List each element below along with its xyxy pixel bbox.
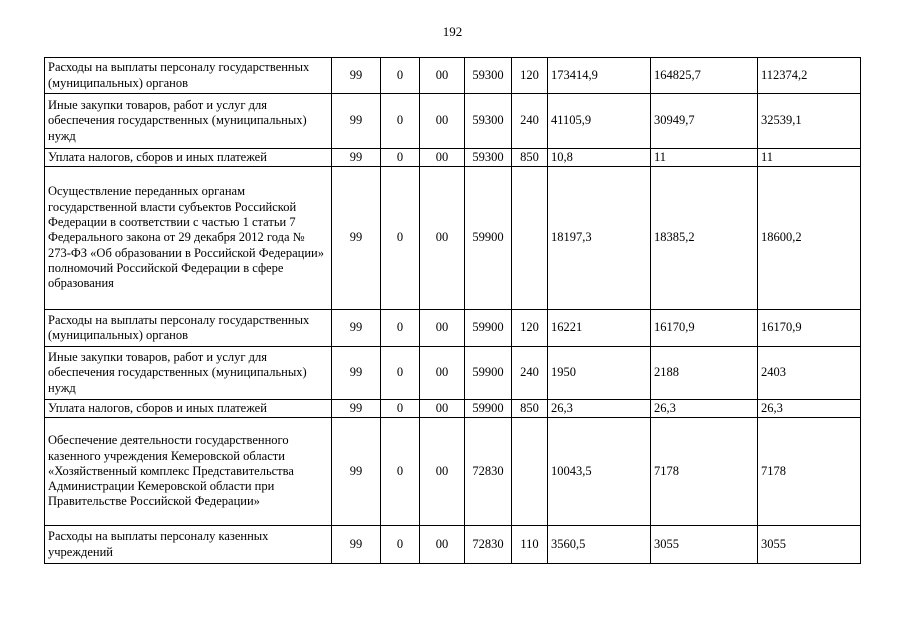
table-row xyxy=(45,58,861,94)
cell-vr: 110 xyxy=(512,526,548,564)
cell-gp: 99 xyxy=(332,418,381,526)
cell-pp: 0 xyxy=(381,58,420,94)
row-name: Расходы на выплаты персоналу государственных (муниципальных) органов xyxy=(45,310,332,347)
table-row xyxy=(45,149,861,167)
cell-pp: 0 xyxy=(381,149,420,167)
cell-pp: 0 xyxy=(381,310,420,347)
cell-nr: 59300 xyxy=(465,94,512,149)
cell-year2: 30949,7 xyxy=(651,94,758,149)
row-name: Обеспечение деятельности государственного казенного учреждения Кемеровской области «Хозяйственный комплекс Представительства Администрации Кемеровской области при Правительстве Российской Федерации» xyxy=(45,418,332,526)
cell-om: 00 xyxy=(420,94,465,149)
row-name: Уплата налогов, сборов и иных платежей xyxy=(45,400,332,418)
cell-pp: 0 xyxy=(381,526,420,564)
cell-year1: 10043,5 xyxy=(548,418,651,526)
cell-year1: 18197,3 xyxy=(548,167,651,310)
cell-gp: 99 xyxy=(332,94,381,149)
row-name: Осуществление переданных органам государственной власти субъектов Российской Федерации в соответствии с частью 1 статьи 7 Федерального закона от 29 декабря 2012 года № 273-ФЗ «Об образовании в Российской Федерации» полномочий Российской Федерации в сфере образования xyxy=(45,167,332,310)
cell-pp: 0 xyxy=(381,167,420,310)
cell-nr: 59300 xyxy=(465,149,512,167)
cell-pp: 0 xyxy=(381,418,420,526)
row-name: Расходы на выплаты персоналу казенных учреждений xyxy=(45,526,332,564)
cell-year3: 26,3 xyxy=(758,400,861,418)
table-row xyxy=(45,418,861,526)
cell-nr: 59900 xyxy=(465,347,512,400)
cell-om: 00 xyxy=(420,310,465,347)
row-name: Иные закупки товаров, работ и услуг для обеспечения государственных (муниципальных) нужд xyxy=(45,347,332,400)
cell-vr: 240 xyxy=(512,94,548,149)
cell-year3: 2403 xyxy=(758,347,861,400)
cell-year1: 173414,9 xyxy=(548,58,651,94)
cell-gp: 99 xyxy=(332,400,381,418)
cell-year1: 1950 xyxy=(548,347,651,400)
cell-year3: 112374,2 xyxy=(758,58,861,94)
table-row xyxy=(45,400,861,418)
cell-vr: 850 xyxy=(512,149,548,167)
cell-year3: 16170,9 xyxy=(758,310,861,347)
cell-pp: 0 xyxy=(381,400,420,418)
cell-nr: 59300 xyxy=(465,58,512,94)
budget-table xyxy=(44,57,861,564)
cell-year2: 7178 xyxy=(651,418,758,526)
table-row xyxy=(45,167,861,310)
cell-om: 00 xyxy=(420,58,465,94)
cell-vr: 120 xyxy=(512,310,548,347)
cell-vr: 240 xyxy=(512,347,548,400)
cell-year1: 3560,5 xyxy=(548,526,651,564)
cell-gp: 99 xyxy=(332,310,381,347)
cell-om: 00 xyxy=(420,167,465,310)
cell-gp: 99 xyxy=(332,167,381,310)
cell-om: 00 xyxy=(420,400,465,418)
cell-pp: 0 xyxy=(381,347,420,400)
cell-om: 00 xyxy=(420,418,465,526)
cell-gp: 99 xyxy=(332,149,381,167)
cell-year3: 11 xyxy=(758,149,861,167)
cell-nr: 59900 xyxy=(465,310,512,347)
cell-nr: 59900 xyxy=(465,167,512,310)
row-name: Уплата налогов, сборов и иных платежей xyxy=(45,149,332,167)
row-name: Иные закупки товаров, работ и услуг для обеспечения государственных (муниципальных) нужд xyxy=(45,94,332,149)
cell-year3: 18600,2 xyxy=(758,167,861,310)
cell-year2: 164825,7 xyxy=(651,58,758,94)
cell-year1: 10,8 xyxy=(548,149,651,167)
table-row xyxy=(45,94,861,149)
cell-year1: 16221 xyxy=(548,310,651,347)
cell-vr: 850 xyxy=(512,400,548,418)
row-name: Расходы на выплаты персоналу государственных (муниципальных) органов xyxy=(45,58,332,94)
cell-gp: 99 xyxy=(332,526,381,564)
table-row xyxy=(45,526,861,564)
cell-year3: 32539,1 xyxy=(758,94,861,149)
cell-nr: 59900 xyxy=(465,400,512,418)
page-number: 192 xyxy=(442,24,463,39)
cell-om: 00 xyxy=(420,347,465,400)
cell-vr xyxy=(512,167,548,310)
cell-year3: 7178 xyxy=(758,418,861,526)
cell-om: 00 xyxy=(420,149,465,167)
cell-nr: 72830 xyxy=(465,418,512,526)
cell-vr: 120 xyxy=(512,58,548,94)
cell-gp: 99 xyxy=(332,347,381,400)
cell-year1: 41105,9 xyxy=(548,94,651,149)
cell-year2: 16170,9 xyxy=(651,310,758,347)
cell-nr: 72830 xyxy=(465,526,512,564)
cell-year2: 2188 xyxy=(651,347,758,400)
cell-year3: 3055 xyxy=(758,526,861,564)
cell-year1: 26,3 xyxy=(548,400,651,418)
table-row xyxy=(45,347,861,400)
cell-year2: 26,3 xyxy=(651,400,758,418)
cell-year2: 3055 xyxy=(651,526,758,564)
cell-gp: 99 xyxy=(332,58,381,94)
cell-year2: 18385,2 xyxy=(651,167,758,310)
cell-vr xyxy=(512,418,548,526)
cell-year2: 11 xyxy=(651,149,758,167)
cell-pp: 0 xyxy=(381,94,420,149)
table-row xyxy=(45,310,861,347)
cell-om: 00 xyxy=(420,526,465,564)
